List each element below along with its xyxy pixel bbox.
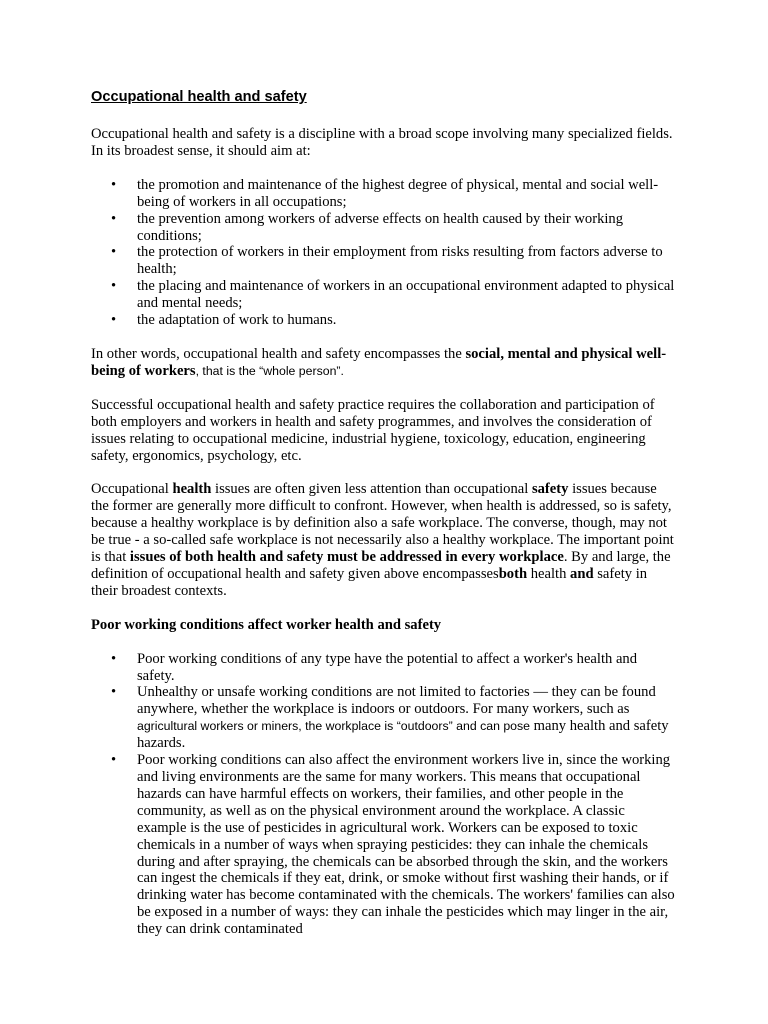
bold-run: health	[172, 481, 212, 498]
text-run: , that is the “whole person”.	[195, 363, 344, 378]
list-item-text: Poor working conditions can also affect the environment workers live in, since the working and living environments are the same for many workers. This means that occupational hazards can have harmful effects on workers, their families, and other people in the community, as well as on the physical environment around the workplace. A classic example is the use of pesticides in agricultural work. Workers can be exposed to toxic chemicals in a number of ways when spraying pesticides: they can inhale the chemicals during and after spraying, the chemicals can be absorbed through the skin, and the workers can ingest the chemicals if they eat, drink, or smoke without first washing their hands, or if drinking water has become contaminated with the chemicals. The workers' families can also be exposed in a number of ways: they can inhale the pesticides which may linger in the air, they can drink contaminated	[137, 752, 675, 938]
text-run: safety in their broadest contexts.	[91, 565, 648, 599]
bold-run: safety	[531, 481, 569, 498]
list-item-text: the prevention among workers of adverse effects on health caused by their working conditions;	[137, 210, 624, 244]
list-item	[91, 752, 676, 938]
list-item-text: the promotion and maintenance of the highest degree of physical, mental and social well-being of workers in all occupations;	[137, 176, 659, 210]
text-run: health	[527, 565, 571, 582]
document-page	[91, 87, 676, 955]
text-run: issues are often given less attention than occupational	[211, 481, 532, 498]
bold-run: and	[570, 565, 594, 582]
bold-run: social, mental and physical well-being of workers	[91, 345, 667, 379]
text-run: issues because the former are generally more difficult to confront. However, when health is addressed, so is safety, because a healthy workplace is by definition also a safe workplace. The converse, though, may not be true - a so-called safe workplace is not necessarily also a healthy workplace. The important point is that	[91, 481, 674, 566]
list-item	[91, 651, 676, 685]
bullet-icon: •	[111, 278, 117, 295]
text-run: Occupational	[91, 481, 173, 498]
text-run: In other words, occupational health and safety encompasses the	[91, 345, 466, 362]
list-item-text: Poor working conditions of any type have the potential to affect a worker's health and safety.	[137, 650, 638, 684]
list-item-text: agricultural workers or miners, the workplace is “outdoors” and can pose	[137, 719, 530, 734]
list-item-text: the protection of workers in their employment from risks resulting from factors adverse to health;	[137, 244, 663, 278]
section-subheading: Poor working conditions affect worker health and safety	[91, 616, 442, 633]
list-item-text: many health and safety hazards.	[137, 718, 669, 752]
list-item-text: the adaptation of work to humans.	[137, 312, 337, 329]
list-item-text: Unhealthy or unsafe working conditions are not limited to factories — they can be found anywhere, whether the workplace is indoors or outdoors. For many workers, such as	[137, 684, 656, 718]
list-item	[91, 684, 676, 752]
list-item	[91, 177, 676, 211]
text-run: . By and large, the definition of occupational health and safety given above encompasses	[91, 549, 671, 582]
list-item	[91, 244, 676, 278]
bullet-icon: •	[111, 210, 117, 227]
list-item	[91, 312, 676, 329]
bullet-icon: •	[111, 244, 117, 261]
list-item	[91, 278, 676, 312]
health-safety-paragraph	[91, 481, 676, 599]
intro-paragraph: Occupational health and safety is a discipline with a broad scope involving many specialized fields. In its broadest sense, it should aim at:	[91, 126, 673, 159]
bullet-icon: •	[111, 752, 117, 769]
bullet-icon: •	[111, 650, 117, 667]
list-item-text: the placing and maintenance of workers in an occupational environment adapted to physical and mental needs;	[137, 278, 675, 312]
document-title: Occupational health and safety	[91, 89, 307, 105]
successful-practice-paragraph: Successful occupational health and safety practice requires the collaboration and participation of both employers and workers in health and safety programmes, and involves the consideration of issues relating to occupational medicine, industrial hygiene, toxicology, education, engineering safety, ergonomics, psychology, etc.	[91, 396, 655, 464]
bold-run: issues of both health and safety must be addressed in every workplace	[129, 549, 564, 566]
other-words-paragraph	[91, 346, 676, 380]
poor-conditions-list	[91, 651, 676, 938]
list-item	[91, 211, 676, 245]
aims-list	[91, 177, 676, 329]
bullet-icon: •	[111, 312, 117, 329]
bullet-icon: •	[111, 176, 117, 193]
bold-run: both	[498, 565, 528, 582]
bullet-icon: •	[111, 684, 117, 701]
